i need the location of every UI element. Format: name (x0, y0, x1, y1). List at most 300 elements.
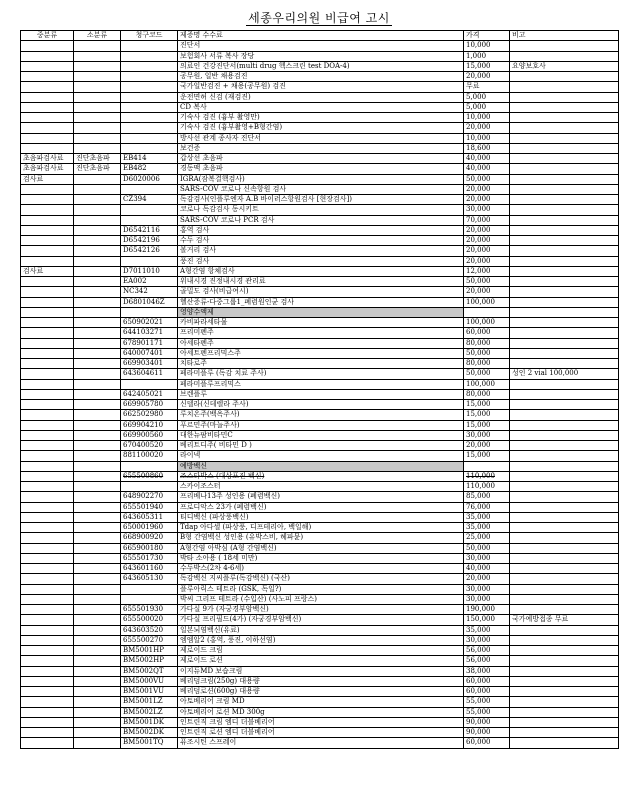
row-category-minor (74, 328, 121, 338)
table-row (21, 389, 619, 399)
row-category-minor (74, 225, 121, 235)
row-category-minor (74, 246, 121, 256)
row-claim-code (121, 82, 178, 92)
row-note (510, 225, 619, 235)
row-item-name: 의료인 건강진단서(multi drug 헥스크린 test DOA-4) (178, 61, 464, 71)
row-note (510, 348, 619, 358)
row-note (510, 461, 619, 471)
row-note (510, 543, 619, 553)
row-category-major (21, 400, 74, 410)
row-price: 40,000 (464, 564, 510, 574)
row-price: 30,000 (464, 594, 510, 604)
row-category-major: 초음파검사료 (21, 164, 74, 174)
row-claim-code: 669905780 (121, 400, 178, 410)
row-category-major (21, 338, 74, 348)
row-note (510, 143, 619, 153)
row-claim-code: BM5000VU (121, 676, 178, 686)
row-note (510, 430, 619, 440)
table-row (21, 41, 619, 51)
row-note (510, 205, 619, 215)
row-claim-code: 650902021 (121, 318, 178, 328)
row-price: 20,000 (464, 256, 510, 266)
row-price: 56,000 (464, 646, 510, 656)
row-note (510, 297, 619, 307)
row-category-major (21, 195, 74, 205)
row-note: 국가예방접종 무료 (510, 615, 619, 625)
row-price: 30,000 (464, 553, 510, 563)
row-note (510, 707, 619, 717)
row-price: 50,000 (464, 543, 510, 553)
row-note (510, 605, 619, 615)
row-category-major (21, 523, 74, 533)
table-row (21, 72, 619, 82)
table-row (21, 738, 619, 748)
row-claim-code: 643601160 (121, 564, 178, 574)
row-price: 35,000 (464, 625, 510, 635)
row-category-major (21, 625, 74, 635)
row-item-name: 브렌플루 (178, 389, 464, 399)
table-row (21, 307, 619, 317)
fee-table-body (21, 31, 619, 749)
row-claim-code: BM5001HP (121, 646, 178, 656)
row-item-name: 라이넥 (178, 451, 464, 461)
row-category-major (21, 318, 74, 328)
table-row (21, 369, 619, 379)
row-category-major (21, 307, 74, 317)
row-item-name: Tdap 아다셀 (파상풍, 디프테리아, 백일해) (178, 523, 464, 533)
row-price: 25,000 (464, 533, 510, 543)
row-note (510, 492, 619, 502)
row-item-name: 아세타펜주 (178, 338, 464, 348)
row-price: 15,000 (464, 451, 510, 461)
row-price: 5,000 (464, 102, 510, 112)
row-category-major (21, 533, 74, 543)
row-category-major (21, 297, 74, 307)
row-price: 5,000 (464, 92, 510, 102)
row-claim-code (121, 143, 178, 153)
row-price: 100,000 (464, 318, 510, 328)
row-category-major (21, 328, 74, 338)
row-claim-code: D7011010 (121, 266, 178, 276)
row-item-name: 운전면허 신검 (재검진) (178, 92, 464, 102)
row-category-major (21, 492, 74, 502)
row-item-name: 티디백신 (파상풍백신) (178, 512, 464, 522)
row-note: 성인 2 vial 100,000 (510, 369, 619, 379)
row-category-major (21, 82, 74, 92)
row-item-name: 프로디악스 23가 (폐렴백신) (178, 502, 464, 512)
row-category-major (21, 359, 74, 369)
row-category-minor (74, 482, 121, 492)
row-price: 60,000 (464, 687, 510, 697)
row-item-name: 페라미플루프리믹스 (178, 379, 464, 389)
row-note (510, 389, 619, 399)
row-note (510, 574, 619, 584)
row-category-minor (74, 82, 121, 92)
row-claim-code: 670400520 (121, 441, 178, 451)
row-category-major (21, 738, 74, 748)
row-item-name: 치타로주 (178, 359, 464, 369)
row-item-name: 영양수액제 (178, 307, 464, 317)
table-row (21, 318, 619, 328)
row-claim-code (121, 379, 178, 389)
row-note (510, 553, 619, 563)
row-note (510, 266, 619, 276)
row-category-minor (74, 143, 121, 153)
table-row (21, 277, 619, 287)
row-category-minor (74, 492, 121, 502)
row-item-name: 인트린직 로션 엠디 더블베리어 (178, 728, 464, 738)
table-row (21, 379, 619, 389)
row-category-major (21, 584, 74, 594)
row-claim-code (121, 92, 178, 102)
row-category-minor (74, 256, 121, 266)
row-item-name: 예방백신 (178, 461, 464, 471)
row-category-minor (74, 717, 121, 727)
row-category-major (21, 348, 74, 358)
table-row (21, 687, 619, 697)
row-price: 10,000 (464, 41, 510, 51)
table-row (21, 225, 619, 235)
row-claim-code: BM5001VU (121, 687, 178, 697)
row-category-minor (74, 338, 121, 348)
row-note (510, 164, 619, 174)
row-note (510, 236, 619, 246)
row-claim-code (121, 215, 178, 225)
row-category-minor: 진단초음파 (74, 164, 121, 174)
row-note (510, 502, 619, 512)
row-claim-code (121, 307, 178, 317)
table-row (21, 123, 619, 133)
row-price: 60,000 (464, 738, 510, 748)
row-item-name: SARS-COV 코로나 PCR 검사 (178, 215, 464, 225)
row-category-major (21, 605, 74, 615)
row-category-major (21, 225, 74, 235)
row-category-major (21, 574, 74, 584)
table-row (21, 461, 619, 471)
table-row (21, 82, 619, 92)
row-item-name: 경동맥 초음파 (178, 164, 464, 174)
row-category-minor (74, 738, 121, 748)
row-category-minor (74, 113, 121, 123)
row-item-name: 헬산증류-다중그룹1_폐렴원인균 검사 (178, 297, 464, 307)
row-category-minor (74, 277, 121, 287)
row-note (510, 482, 619, 492)
table-row (21, 594, 619, 604)
row-claim-code: BM5002DK (121, 728, 178, 738)
row-item-name: A형간염 항체검사 (178, 266, 464, 276)
row-note (510, 676, 619, 686)
row-note (510, 728, 619, 738)
row-note (510, 51, 619, 61)
row-category-minor (74, 728, 121, 738)
row-claim-code: 655501940 (121, 502, 178, 512)
row-category-minor (74, 92, 121, 102)
row-item-name: 방사선 관계 종사자 진단서 (178, 133, 464, 143)
document-title (0, 9, 638, 26)
table-row (21, 574, 619, 584)
table-row (21, 441, 619, 451)
row-claim-code: 655501930 (121, 605, 178, 615)
row-price: 55,000 (464, 707, 510, 717)
row-category-minor (74, 615, 121, 625)
row-claim-code (121, 72, 178, 82)
row-note (510, 533, 619, 543)
row-price: 20,000 (464, 225, 510, 235)
row-claim-code: 643605130 (121, 574, 178, 584)
row-price: 90,000 (464, 728, 510, 738)
row-category-major (21, 420, 74, 430)
row-category-major (21, 697, 74, 707)
row-claim-code: EA002 (121, 277, 178, 287)
row-category-minor (74, 451, 121, 461)
row-category-minor (74, 307, 121, 317)
row-price: 35,000 (464, 523, 510, 533)
row-item-name: 일본뇌염백신(유료) (178, 625, 464, 635)
row-claim-code (121, 41, 178, 51)
row-claim-code: EB414 (121, 154, 178, 164)
row-item-name: 기숙사 검진 (흉부촬영+B형간염) (178, 123, 464, 133)
row-category-major (21, 236, 74, 246)
row-note (510, 123, 619, 133)
row-category-minor (74, 133, 121, 143)
table-row (21, 400, 619, 410)
row-note (510, 328, 619, 338)
row-category-minor (74, 605, 121, 615)
row-note (510, 717, 619, 727)
row-category-major (21, 133, 74, 143)
table-row (21, 154, 619, 164)
row-price: 12,000 (464, 266, 510, 276)
row-price: 38,000 (464, 666, 510, 676)
row-item-name: 국가일반검진 + 채용(공무원) 검진 (178, 82, 464, 92)
row-item-name: 가다실 프리필드(4가) (자궁경부암백신) (178, 615, 464, 625)
row-category-minor (74, 584, 121, 594)
row-claim-code (121, 594, 178, 604)
row-note (510, 697, 619, 707)
table-row (21, 512, 619, 522)
row-note (510, 635, 619, 645)
row-item-name: 가다실 9가 (자궁경부암백신) (178, 605, 464, 615)
row-category-major (21, 277, 74, 287)
row-category-minor (74, 430, 121, 440)
row-price: 20,000 (464, 123, 510, 133)
row-category-minor (74, 564, 121, 574)
row-category-minor (74, 400, 121, 410)
row-note (510, 246, 619, 256)
row-note (510, 318, 619, 328)
row-category-minor (74, 502, 121, 512)
table-row (21, 533, 619, 543)
table-row (21, 348, 619, 358)
row-category-minor (74, 553, 121, 563)
row-price: 20,000 (464, 246, 510, 256)
row-item-name: 진단서 (178, 41, 464, 51)
row-item-name: 골밀도 검사(비급여시) (178, 287, 464, 297)
header-price: 가격 (464, 31, 510, 41)
row-item-name: 아토베리어 크림 MD (178, 697, 464, 707)
row-price: 무료 (464, 82, 510, 92)
row-claim-code: BM5002LZ (121, 707, 178, 717)
row-item-name: 볼거리 검사 (178, 246, 464, 256)
row-category-major (21, 676, 74, 686)
row-category-major (21, 707, 74, 717)
row-note (510, 594, 619, 604)
row-item-name: 기숙사 검진 (흉부 촬영만) (178, 113, 464, 123)
row-note (510, 154, 619, 164)
row-category-minor (74, 72, 121, 82)
row-category-minor (74, 512, 121, 522)
row-claim-code: 655501730 (121, 553, 178, 563)
row-price: 20,000 (464, 195, 510, 205)
row-category-major (21, 728, 74, 738)
table-row (21, 287, 619, 297)
row-category-minor (74, 318, 121, 328)
row-price: 70,000 (464, 215, 510, 225)
row-price: 10,000 (464, 113, 510, 123)
row-category-major (21, 41, 74, 51)
row-category-major (21, 123, 74, 133)
row-category-minor (74, 666, 121, 676)
table-row (21, 584, 619, 594)
row-item-name: 갑상선 초음파 (178, 154, 464, 164)
row-price: 190,000 (464, 605, 510, 615)
row-item-name: 독감백신 지씨플루(독감백신) (국산) (178, 574, 464, 584)
table-row (21, 297, 619, 307)
row-category-major (21, 205, 74, 215)
row-category-major (21, 215, 74, 225)
row-category-major: 검사료 (21, 266, 74, 276)
row-item-name: 프리베나13주 성인용 (폐렴백신) (178, 492, 464, 502)
row-claim-code: BM5002HP (121, 656, 178, 666)
row-price: 10,000 (464, 133, 510, 143)
row-category-major (21, 543, 74, 553)
row-claim-code (121, 61, 178, 71)
row-note (510, 256, 619, 266)
row-item-name: 플루아릭스 테트라 (GSK, 독일?) (178, 584, 464, 594)
table-row (21, 717, 619, 727)
row-claim-code (121, 123, 178, 133)
row-category-major: 초음파검사료 (21, 154, 74, 164)
row-note (510, 646, 619, 656)
row-price: 50,000 (464, 369, 510, 379)
row-category-minor (74, 369, 121, 379)
row-item-name: B형 간염백신 성인용 (유박스비, 헤파뮨) (178, 533, 464, 543)
row-price: 100,000 (464, 297, 510, 307)
table-row (21, 51, 619, 61)
row-item-name: 풍진 검사 (178, 256, 464, 266)
row-item-name: 스카이조스터 (178, 482, 464, 492)
row-claim-code: 662502980 (121, 410, 178, 420)
row-item-name: 엠엠알2 (홍역, 풍진, 이하선염) (178, 635, 464, 645)
row-note (510, 82, 619, 92)
row-note (510, 133, 619, 143)
row-price: 20,000 (464, 236, 510, 246)
row-item-name: 베리덤로션(600g) 대용량 (178, 687, 464, 697)
row-category-major (21, 646, 74, 656)
row-note (510, 195, 619, 205)
table-row (21, 666, 619, 676)
table-row (21, 256, 619, 266)
row-price: 30,000 (464, 584, 510, 594)
row-category-major (21, 256, 74, 266)
row-claim-code (121, 256, 178, 266)
row-price (464, 461, 510, 471)
table-row (21, 728, 619, 738)
row-price: 18,600 (464, 143, 510, 153)
table-row (21, 133, 619, 143)
row-claim-code: BM5002QT (121, 666, 178, 676)
row-category-minor (74, 697, 121, 707)
row-item-name: 위내시경 진정내시경 관리료 (178, 277, 464, 287)
table-row (21, 143, 619, 153)
row-price: 50,000 (464, 174, 510, 184)
row-note (510, 564, 619, 574)
row-item-name: 수두박스(2차 4-6세) (178, 564, 464, 574)
table-row (21, 523, 619, 533)
row-item-name: 코로나 독감검사 동시키트 (178, 205, 464, 215)
row-claim-code: 640007401 (121, 348, 178, 358)
row-note (510, 451, 619, 461)
row-category-major (21, 72, 74, 82)
row-claim-code: CZ394 (121, 195, 178, 205)
row-category-minor (74, 389, 121, 399)
table-row (21, 471, 619, 481)
row-price: 15,000 (464, 61, 510, 71)
row-price: 20,000 (464, 574, 510, 584)
row-item-name: 페라미플루 (독감 치료 주사) (178, 369, 464, 379)
row-price: 150,000 (464, 615, 510, 625)
row-claim-code (121, 184, 178, 194)
table-row (21, 195, 619, 205)
row-category-major (21, 666, 74, 676)
table-row (21, 359, 619, 369)
row-claim-code: 678901171 (121, 338, 178, 348)
table-row (21, 328, 619, 338)
row-item-name: 퓨조시틴 스프레이 (178, 738, 464, 748)
row-item-name: 박씨 그리프 테트라 (수입산) (사노피 프랑스) (178, 594, 464, 604)
document-title-text: 세종우리의원 비급여 고시 (248, 11, 390, 25)
row-category-minor (74, 41, 121, 51)
row-claim-code: D6542116 (121, 225, 178, 235)
row-category-minor (74, 297, 121, 307)
row-price: 30,000 (464, 635, 510, 645)
row-note (510, 656, 619, 666)
row-category-major (21, 471, 74, 481)
row-note (510, 400, 619, 410)
row-price: 50,000 (464, 277, 510, 287)
row-claim-code (121, 51, 178, 61)
row-price: 80,000 (464, 338, 510, 348)
row-note (510, 512, 619, 522)
row-claim-code (121, 205, 178, 215)
row-item-name: 박타 소아용 ( 18세 미만) (178, 553, 464, 563)
row-category-major (21, 594, 74, 604)
row-item-name: A형간염 아박심 (A형 간염백신) (178, 543, 464, 553)
row-price: 15,000 (464, 410, 510, 420)
table-row (21, 102, 619, 112)
row-category-major (21, 461, 74, 471)
row-item-name: 루치온주(백옥주사) (178, 410, 464, 420)
row-category-minor (74, 266, 121, 276)
row-item-name: 아토베리어 로션 MD 300g (178, 707, 464, 717)
row-category-major (21, 410, 74, 420)
row-category-major (21, 717, 74, 727)
row-claim-code: 881100020 (121, 451, 178, 461)
row-item-name: IGRA(잠복결핵검사) (178, 174, 464, 184)
row-claim-code: D6020006 (121, 174, 178, 184)
row-category-minor (74, 420, 121, 430)
row-claim-code: 643605311 (121, 512, 178, 522)
